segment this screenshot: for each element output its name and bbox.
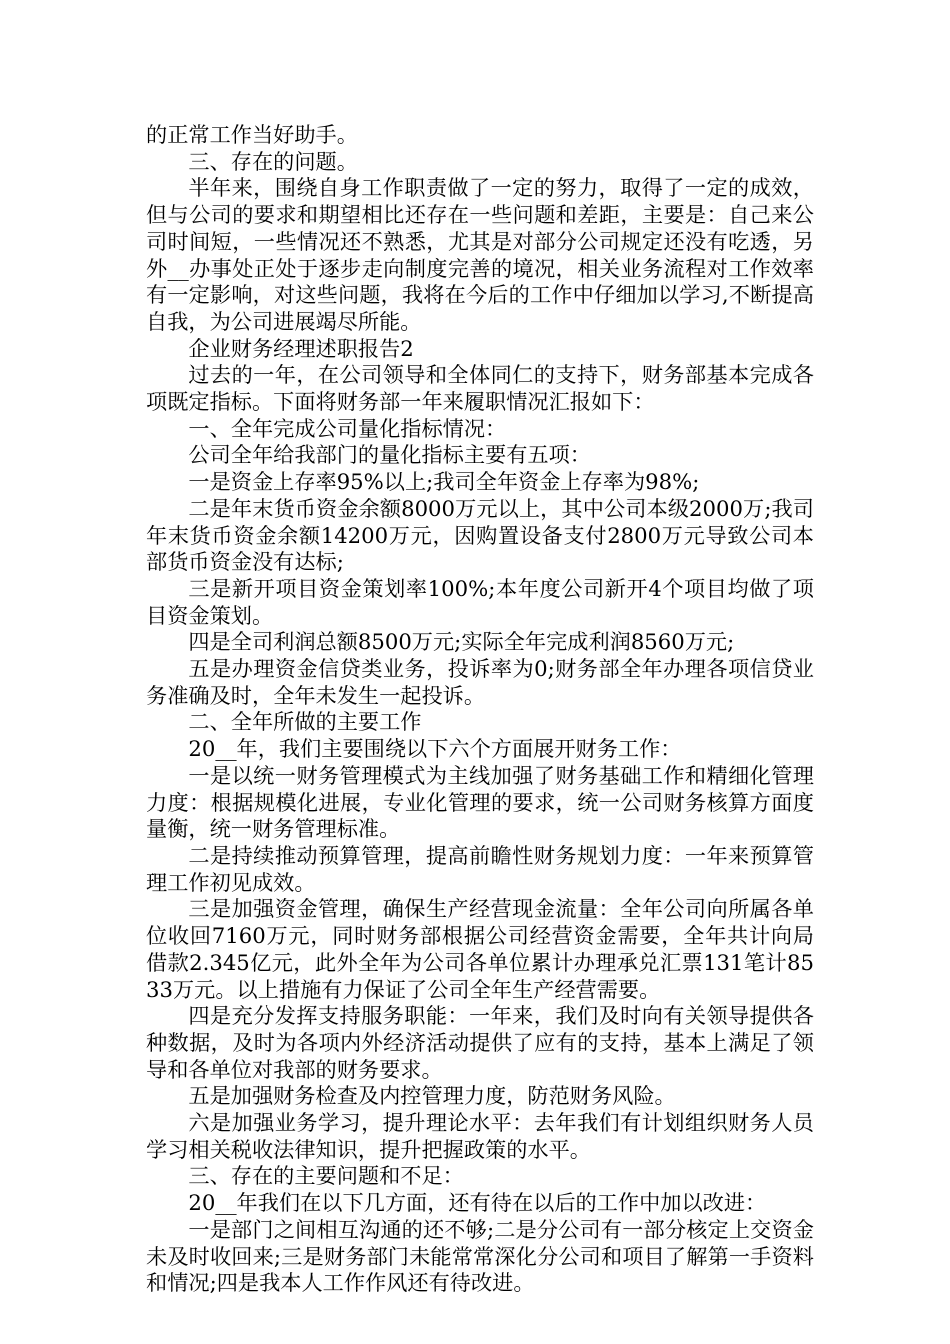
indicator-item-2: 二是年末货币资金余额8000万元以上，其中公司本级2000万;我司年末货币资金余额14200万元，因购置设备支付2800万元导致公司本部货币资金没有达标; bbox=[146, 495, 814, 575]
work-item-2: 二是持续推动预算管理，提高前瞻性财务规划力度：一年来预算管理工作初见成效。 bbox=[146, 842, 814, 895]
work-item-1: 一是以统一财务管理模式为主线加强了财务基础工作和精细化管理力度：根据规模化进展，专业化管理的要求，统一公司财务核算方面度量衡，统一财务管理标准。 bbox=[146, 762, 814, 842]
report-title: 企业财务经理述职报告2 bbox=[188, 335, 414, 361]
document-body bbox=[146, 122, 814, 1297]
paragraph-intro: 过去的一年，在公司领导和全体同仁的支持下，财务部基本完成各项既定指标。下面将财务部一年来履职情况汇报如下： bbox=[146, 362, 814, 415]
indicator-item-5: 五是办理资金信贷类业务，投诉率为0;财务部全年办理各项信贷业务准确及时，全年未发生一起投诉。 bbox=[146, 656, 814, 708]
paragraph-half-year-summary: 半年来，围绕自身工作职责做了一定的努力，取得了一定的成效，但与公司的要求和期望相比还存在一些问题和差距，主要是：自己来公司时间短，一些情况还不熟悉，尤其是对部分公司规定还没有吃透，另外__办事处正处于逐步走向制度完善的境况，相关业务流程对工作效率有一定影响，对这些问题，我将在今后的工作中仔细加以学习,不断提高自我，为公司进展竭尽所能。 bbox=[146, 175, 814, 334]
work-item-6: 六是加强业务学习，提升理论水平：去年我们有计划组织财务人员学习相关税收法律知识，提升把握政策的水平。 bbox=[146, 1110, 814, 1162]
section-heading-indicators: 一、全年完成公司量化指标情况： bbox=[188, 415, 507, 441]
indicator-item-1: 一是资金上存率95%以上;我司全年资金上存率为98%; bbox=[188, 469, 700, 495]
paragraph-continuation: 的正常工作当好助手。 bbox=[146, 122, 358, 147]
paragraph-shortcomings-list: 一是部门之间相互沟通的还不够;二是分公司有一部分核定上交资金未及时收回来;三是财务部门未能常常深化分公司和项目了解第一手资料和情况;四是我本人工作作风还有待改进。 bbox=[146, 1216, 814, 1296]
paragraph-indicators-intro: 公司全年给我部门的量化指标主要有五项： bbox=[188, 442, 591, 468]
indicator-item-3: 三是新开项目资金策划率100%;本年度公司新开4个项目均做了项目资金策划。 bbox=[146, 575, 814, 628]
section-heading-problems: 三、存在的问题。 bbox=[188, 148, 358, 174]
indicator-item-4: 四是全司利润总额8500万元;实际全年完成利润8560万元; bbox=[188, 629, 735, 655]
paragraph-main-work-intro: 20__年，我们主要围绕以下六个方面展开财务工作： bbox=[188, 736, 682, 762]
section-heading-shortcomings: 三、存在的主要问题和不足： bbox=[188, 1163, 464, 1189]
work-item-4: 四是充分发挥支持服务职能：一年来，我们及时向有关领导提供各种数据，及时为各项内外经济活动提供了应有的支持，基本上满足了领导和各单位对我部的财务要求。 bbox=[146, 1003, 814, 1082]
paragraph-shortcomings-intro: 20__年我们在以下几方面，还有待在以后的工作中加以改进： bbox=[188, 1190, 767, 1216]
work-item-3: 三是加强资金管理，确保生产经营现金流量：全年公司向所属各单位收回7160万元，同时财务部根据公司经营资金需要，全年共计向局借款2.345亿元，此外全年为公司各单位累计办理承兑汇票131笔计8533万元。以上措施有力保证了公司全年生产经营需要。 bbox=[146, 896, 814, 1002]
section-heading-main-work: 二、全年所做的主要工作 bbox=[188, 709, 422, 735]
work-item-5: 五是加强财务检查及内控管理力度，防范财务风险。 bbox=[188, 1083, 676, 1109]
